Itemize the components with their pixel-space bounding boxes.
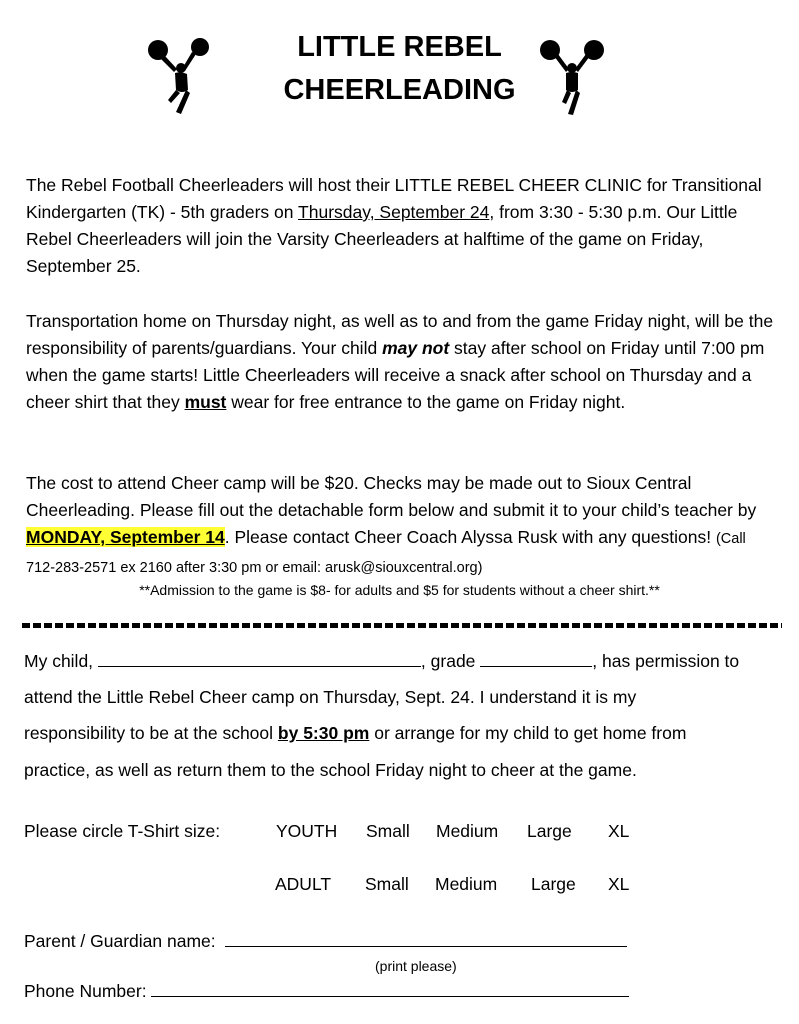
my-child-label: My child,	[24, 651, 94, 671]
tshirt-adult-row	[0, 873, 799, 895]
intro-text: The Rebel Football Cheerleaders will host their LITTLE REBEL CHEER CLINIC for Transitional Kindergarten (TK) - 5th graders on	[26, 175, 762, 222]
form-line-3	[24, 722, 686, 744]
transport-text: wear for free entrance to the game on Friday night.	[226, 392, 626, 412]
phone-row	[24, 980, 629, 1002]
deadline-highlight: MONDAY, September 14	[26, 527, 225, 547]
print-please-note: (print please)	[375, 958, 457, 974]
grade-field[interactable]	[480, 650, 592, 667]
pickup-time: by 5:30 pm	[277, 723, 370, 743]
parent-name-label: Parent / Guardian name:	[24, 931, 216, 951]
intro-paragraph-3	[26, 470, 778, 582]
intro-text: , from 3:30 - 5:30 p.m. Our Little Rebel Cheerleaders will join the Varsity Cheerleaders at halftime of the game on Friday, September 25.	[26, 202, 738, 276]
must-emphasis: must	[184, 392, 227, 412]
transport-text: stay after school on Friday until 7:00 pm when the game starts! Little Cheerleaders will receive a snack after school on Thursday and a cheer shirt that they	[26, 338, 765, 412]
admission-note: **Admission to the game is $8- for adults and $5 for students without a cheer shirt.**	[139, 582, 660, 598]
size-option-adult-xl[interactable]: XL	[608, 874, 630, 894]
size-option-adult-small[interactable]: Small	[365, 874, 409, 894]
size-option-youth-medium[interactable]: Medium	[436, 821, 499, 841]
permission-text: , has permission to	[592, 651, 740, 671]
size-option-adult-large[interactable]: Large	[531, 874, 576, 894]
cost-text: The cost to attend Cheer camp will be $20. Checks may be made out to Sioux Central Cheerleading. Please fill out the detachable form below and submit it to your child’s teacher by	[26, 473, 757, 520]
tshirt-size-label: Please circle T-Shirt size:	[24, 821, 221, 841]
title-line-1: LITTLE REBEL	[297, 31, 502, 63]
phone-field[interactable]	[151, 980, 629, 997]
tshirt-youth-row	[0, 820, 799, 842]
clinic-date: Thursday, September 24	[298, 202, 490, 222]
parent-name-row	[24, 930, 627, 952]
size-option-youth-small[interactable]: Small	[366, 821, 410, 841]
responsibility-text: responsibility to be at the school	[24, 723, 278, 743]
title-line-2: CHEERLEADING	[283, 74, 516, 106]
intro-paragraph-2	[26, 308, 778, 416]
size-option-youth-xl[interactable]: XL	[608, 821, 630, 841]
parent-name-field[interactable]	[225, 930, 627, 947]
size-option-youth-large[interactable]: Large	[527, 821, 572, 841]
tear-off-line	[22, 623, 782, 628]
transport-text: Transportation home on Thursday night, as well as to and from the game Friday night, will be the responsibility of parents/guardians. Your child	[26, 311, 774, 358]
form-line-1	[24, 650, 739, 672]
cost-text: . Please contact Cheer Coach Alyssa Rusk with any questions!	[224, 527, 716, 547]
child-name-field[interactable]	[98, 650, 421, 667]
grade-label: , grade	[420, 651, 476, 671]
form-line-2: attend the Little Rebel Cheer camp on Thursday, Sept. 24. I understand it is my	[24, 687, 637, 707]
adult-label: ADULT	[275, 874, 332, 894]
contact-info: (Call 712-283-2571 ex 2160 after 3:30 pm or email: arusk@siouxcentral.org)	[26, 531, 746, 576]
may-not-emphasis: may not	[382, 338, 450, 358]
youth-label: YOUTH	[276, 821, 338, 841]
responsibility-text: or arrange for my child to get home from	[369, 723, 687, 743]
size-option-adult-medium[interactable]: Medium	[435, 874, 498, 894]
form-line-4: practice, as well as return them to the school Friday night to cheer at the game.	[24, 760, 637, 780]
phone-label: Phone Number:	[24, 981, 147, 1001]
intro-paragraph-1	[26, 172, 778, 280]
